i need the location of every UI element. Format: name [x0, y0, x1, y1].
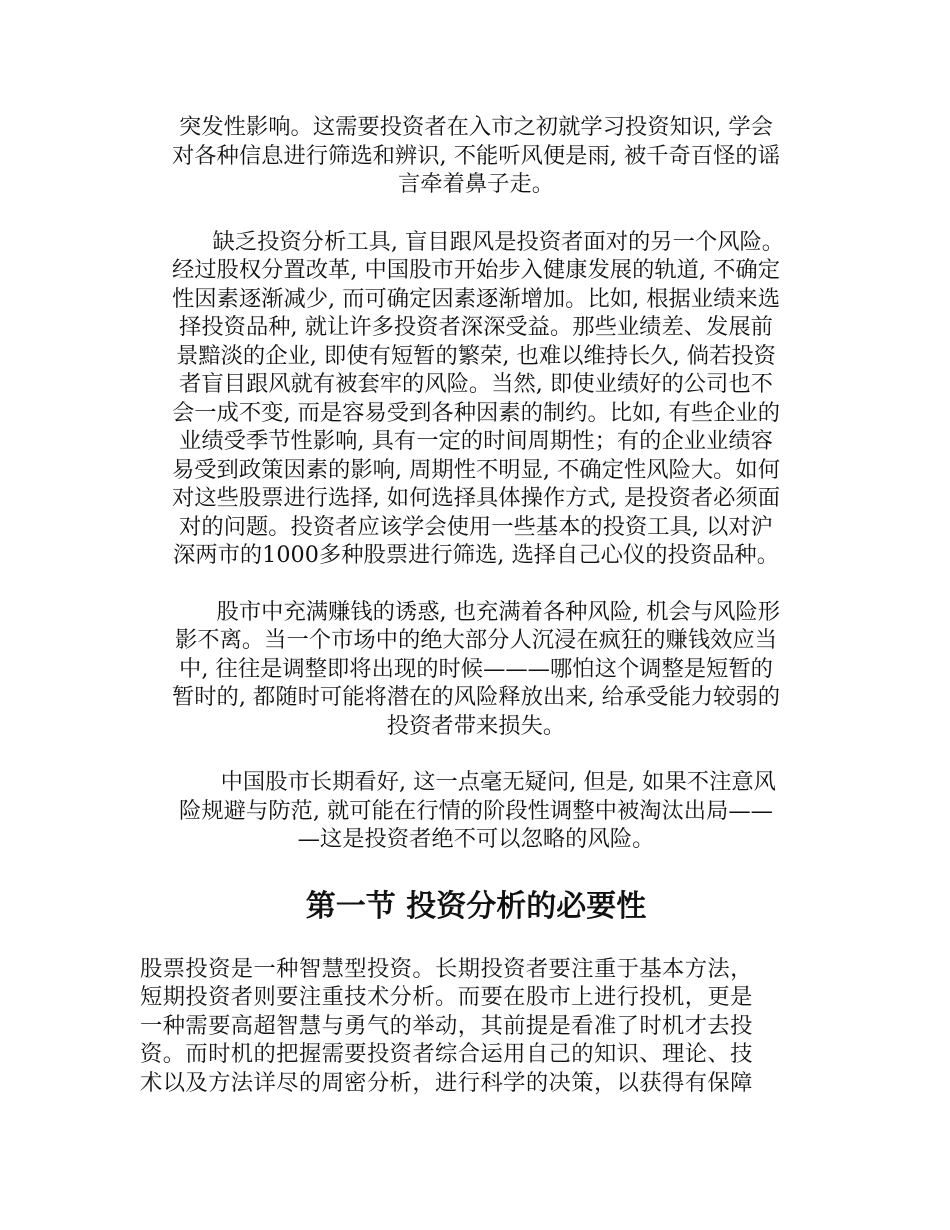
paragraph-1	[140, 113, 812, 199]
text-line: 景黯淡的企业, 即使有短暂的繁荣, 也难以维持长久, 倘若投资	[176, 342, 776, 369]
text-line: 深两市的1000多种股票进行筛选, 选择自己心仪的投资品种。	[172, 542, 780, 568]
text-line: 一种需要高超智慧与勇气的举动，其前提是看准了时机才去投	[140, 1012, 753, 1039]
text-line: 性因素逐渐减少, 而可确定因素逐渐增加。比如, 根据业绩来选	[171, 285, 781, 312]
text-line: 言牵着鼻子走。	[397, 171, 555, 197]
text-line: 暂时的, 都随时可能将潜在的风险释放出来, 给承受能力较弱的	[171, 684, 781, 710]
text-line: 业绩受季节性影响, 具有一定的时间周期性；有的企业业绩容	[179, 428, 773, 454]
text-line: 者盲目跟风就有被套牢的风险。当然, 即使业绩好的公司也不	[179, 371, 773, 397]
text-line: 易受到政策因素的影响, 周期性不明显, 不确定性风险大。如何	[171, 456, 781, 483]
section-paragraph	[140, 955, 812, 1098]
text-line: 险规避与防范, 就可能在行情的阶段性调整中被淘汰出局——	[179, 797, 773, 824]
paragraph-3	[140, 598, 812, 741]
text-line: 股市中充满赚钱的诱惑, 也充满着各种风险, 机会与风险形	[171, 598, 781, 625]
text-line: 对这些股票进行选择, 如何选择具体操作方式, 是投资者必须面	[171, 485, 781, 511]
text-line: 对的问题。投资者应该学会使用一些基本的投资工具, 以对沪	[179, 513, 773, 540]
paragraph-2	[140, 228, 812, 570]
text-line: 突发性影响。这需要投资者在入市之初就学习投资知识, 学会	[179, 114, 773, 140]
text-line: 经过股权分置改革, 中国股市开始步入健康发展的轨道, 不确定	[171, 257, 781, 283]
text-line: 择投资品种, 就让许多投资者深深受益。那些业绩差、发展前	[179, 314, 773, 340]
text-line: 术以及方法详尽的周密分析，进行科学的决策，以获得有保障	[140, 1069, 753, 1096]
text-line: 短期投资者则要注重技术分析。而要在股市上进行投机，更是	[140, 984, 753, 1010]
section-heading: 第一节 投资分析的必要性	[305, 888, 647, 924]
text-line: 会一成不变, 而是容易受到各种因素的制约。比如, 有些企业的	[171, 399, 781, 426]
text-line: 缺乏投资分析工具, 盲目跟风是投资者面对的另一个风险。	[167, 228, 785, 255]
text-line: 股票投资是一种智慧型投资。长期投资者要注重于基本方法，	[140, 955, 753, 982]
text-line: 影不离。当一个市场中的绝大部分人沉浸在疯狂的赚钱效应当	[174, 627, 778, 653]
text-line: 资。而时机的把握需要投资者综合运用自己的知识、理论、技	[140, 1041, 753, 1067]
text-line: 中, 往往是调整即将出现的时候———哪怕这个调整是短暂的	[179, 655, 773, 682]
text-line: 投资者带来损失。	[386, 712, 566, 739]
text-line: 中国股市长期看好, 这一点毫无疑问, 但是, 如果不注意风	[176, 769, 776, 795]
document-page	[140, 113, 812, 1097]
paragraph-4	[140, 768, 812, 854]
text-line: 对各种信息进行筛选和辨识, 不能听风便是雨, 被千奇百怪的谣	[171, 142, 781, 169]
text-line: —这是投资者绝不可以忽略的风险。	[297, 826, 655, 852]
